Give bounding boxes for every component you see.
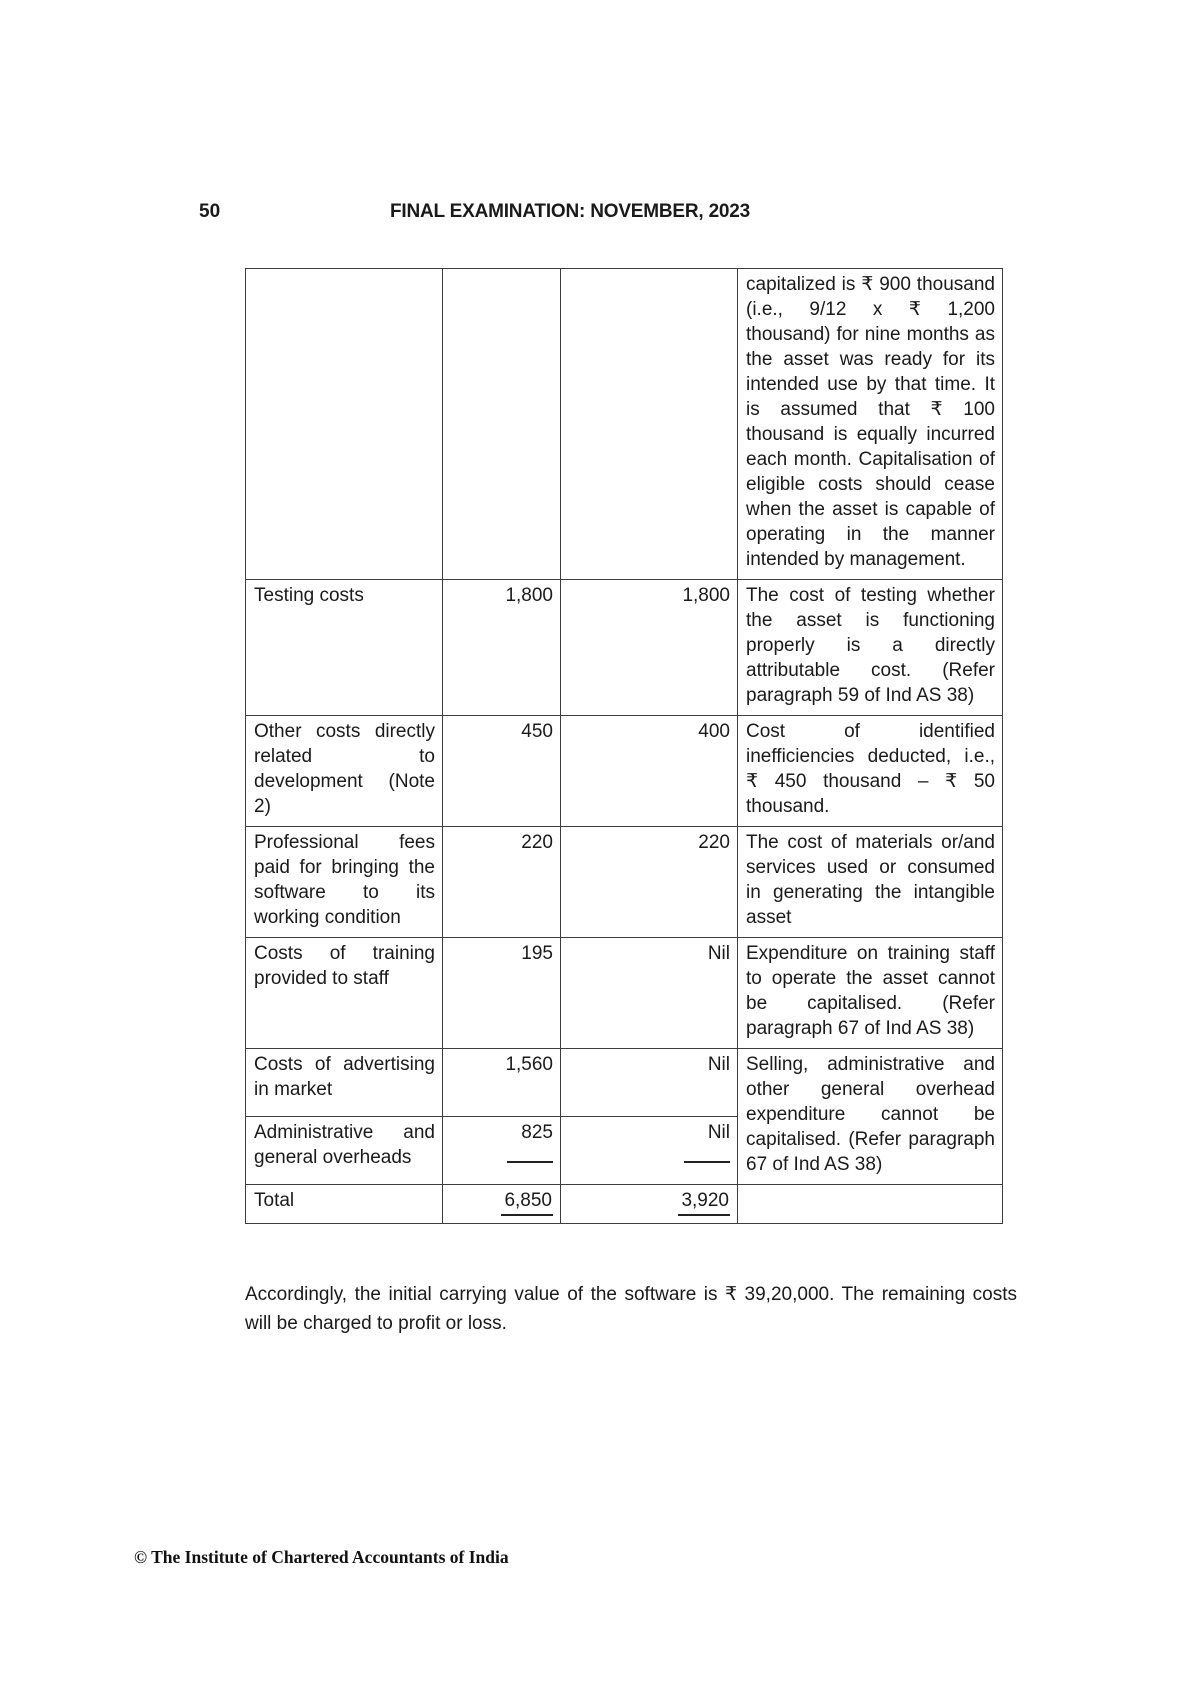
remark-cell-merged: Selling, administrative and other general overhead expenditure cannot be capitalised. (Refer paragraph 67 of Ind AS 38) (738, 1049, 1003, 1185)
closing-paragraph: Accordingly, the initial carrying value of the software is ₹ 39,20,000. The remaining costs will be charged to profit or loss. (245, 1284, 1017, 1334)
item-cell: Professional fees paid for bringing the software to its working condition (246, 827, 443, 938)
remark-cell: capitalized is ₹ 900 thousand (i.e., 9/12 x ₹ 1,200 thousand) for nine months as the asset was ready for its intended use by that time. It is assumed that ₹ 100 thousand is equally incurred each month. Capitalisation of eligible costs should cease when the asset is capable of operating in the manner intended by management. (738, 269, 1003, 580)
table-row-professional-fees (246, 827, 1003, 938)
amount-cell (443, 269, 561, 580)
amount-cell (443, 1117, 561, 1185)
amount-cell (561, 269, 738, 580)
subtotal-rule (507, 1161, 553, 1163)
item-cell: Administrative and general overheads (246, 1117, 443, 1185)
table-row-advertising-costs (246, 1049, 1003, 1117)
item-cell (246, 269, 443, 580)
amount-cell (443, 1185, 561, 1224)
table-row-continuation (246, 269, 1003, 580)
subtotal-rule (684, 1161, 730, 1163)
amount-cell: 220 (561, 827, 738, 938)
table-row-training-costs (246, 938, 1003, 1049)
table-row-other-costs (246, 716, 1003, 827)
amount-value: 825 (521, 1122, 553, 1143)
amount-cell: 220 (443, 827, 561, 938)
remark-cell: The cost of materials or/and services used or consumed in generating the intangible asset (738, 827, 1003, 938)
amount-cell: 400 (561, 716, 738, 827)
amount-cell: Nil (561, 1049, 738, 1117)
amount-cell: 450 (443, 716, 561, 827)
item-cell: Total (246, 1185, 443, 1224)
amount-cell: 1,800 (443, 580, 561, 716)
amount-value: Nil (707, 1122, 730, 1143)
page-header-title: FINAL EXAMINATION: NOVEMBER, 2023 (389, 201, 751, 222)
remark-cell: The cost of testing whether the asset is functioning properly is a directly attributable cost. (Refer paragraph 59 of Ind AS 38) (738, 580, 1003, 716)
remark-cell: Cost of identified inefficiencies deducted, i.e., ₹ 450 thousand – ₹ 50 thousand. (738, 716, 1003, 827)
amount-cell: Nil (561, 938, 738, 1049)
page-number: 50 (199, 201, 221, 222)
total-amount-value: 3,920 (678, 1188, 730, 1216)
amount-cell (561, 1117, 738, 1185)
amount-cell: 195 (443, 938, 561, 1049)
amount-cell: 1,560 (443, 1049, 561, 1117)
item-cell: Costs of training provided to staff (246, 938, 443, 1049)
copyright-footer: © The Institute of Chartered Accountants of India (134, 1547, 509, 1567)
table-row-total (246, 1185, 1003, 1224)
item-cell: Other costs directly related to development (Note 2) (246, 716, 443, 827)
table-row-testing-costs (246, 580, 1003, 716)
remark-cell: Expenditure on training staff to operate the asset cannot be capitalised. (Refer paragraph 67 of Ind AS 38) (738, 938, 1003, 1049)
item-cell: Costs of advertising in market (246, 1049, 443, 1117)
total-amount-value: 6,850 (501, 1188, 553, 1216)
remark-cell-empty (738, 1185, 1003, 1224)
costs-capitalisation-table (245, 268, 1003, 1224)
amount-cell: 1,800 (561, 580, 738, 716)
amount-cell (561, 1185, 738, 1224)
item-cell: Testing costs (246, 580, 443, 716)
